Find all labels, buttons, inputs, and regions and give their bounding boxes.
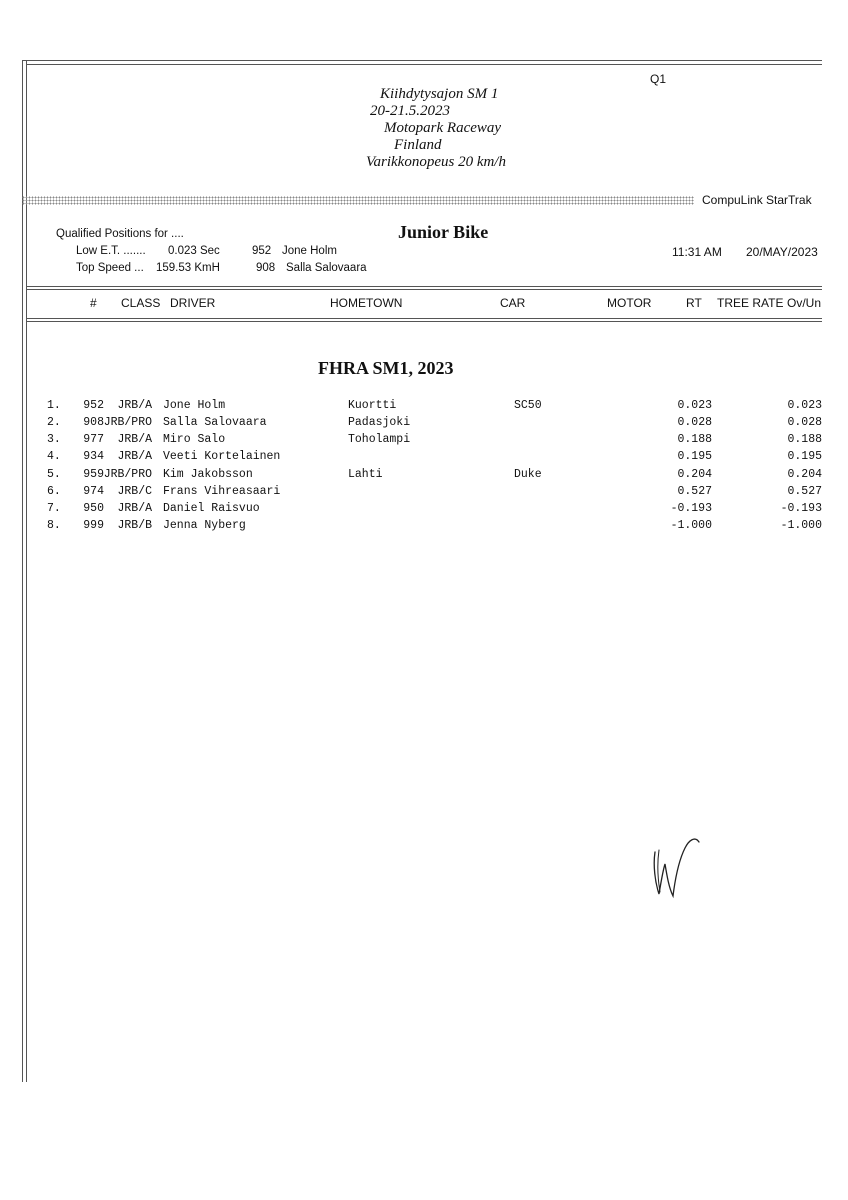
row-car: Duke [514, 468, 542, 481]
table-row [0, 519, 848, 536]
table-row [0, 433, 848, 450]
qualified-heading: Qualified Positions for .... [56, 228, 184, 240]
row-driver: Kim Jakobsson [163, 468, 253, 481]
section-title: FHRA SM1, 2023 [318, 358, 454, 378]
row-ov-un: 0.028 [787, 416, 822, 429]
row-driver: Jenna Nyberg [163, 519, 246, 532]
row-driver: Miro Salo [163, 433, 226, 446]
row-hometown: Toholampi [348, 433, 411, 446]
top-speed-driver: Salla Salovaara [286, 262, 367, 274]
row-ov-un: 0.023 [787, 399, 822, 412]
left-border [22, 60, 23, 1082]
header-top-rule-2 [26, 289, 822, 290]
row-rt: 0.195 [677, 450, 712, 463]
top-speed-number: 908 [256, 262, 276, 274]
row-ov-un: 0.527 [787, 485, 822, 498]
table-row [0, 450, 848, 467]
row-class: JRB/A [117, 433, 152, 446]
row-rt: 0.028 [677, 416, 712, 429]
row-position: 1. [47, 399, 61, 412]
row-position: 7. [47, 502, 61, 515]
low-et-value: 0.023 Sec [168, 245, 220, 257]
row-rt: 0.188 [677, 433, 712, 446]
table-row [0, 399, 848, 416]
low-et-number: 952 [252, 245, 272, 257]
row-ov-un: 0.188 [787, 433, 822, 446]
row-class: JRB/C [117, 485, 152, 498]
top-speed-label: Top Speed ... [76, 262, 144, 274]
row-position: 2. [47, 416, 61, 429]
row-class: JRB/A [117, 502, 152, 515]
row-ov-un: 0.204 [787, 468, 822, 481]
report-date: 20/MAY/2023 [746, 245, 818, 259]
row-class: JRB/A [117, 450, 152, 463]
row-driver: Veeti Kortelainen [163, 450, 281, 463]
row-position: 6. [47, 485, 61, 498]
col-rt: RT [686, 296, 702, 310]
row-rt: 0.204 [677, 468, 712, 481]
event-line-3: Motopark Raceway [384, 120, 502, 136]
event-line-2: 20-21.5.2023 [370, 103, 450, 119]
row-number: 974 [83, 485, 104, 498]
row-position: 4. [47, 450, 61, 463]
row-driver: Jone Holm [163, 399, 226, 412]
qualifying-round-label: Q1 [650, 72, 667, 86]
low-et-label: Low E.T. ....... [76, 245, 146, 257]
row-position: 8. [47, 519, 61, 532]
table-row [0, 485, 848, 502]
dotted-separator [22, 196, 694, 205]
class-title: Junior Bike [398, 222, 489, 242]
table-row [0, 502, 848, 519]
col-tree-rate: TREE RATE [717, 296, 784, 310]
row-rt: -0.193 [670, 502, 712, 515]
row-position: 3. [47, 433, 61, 446]
event-line-5: Varikkonopeus 20 km/h [366, 154, 506, 170]
col-ov-un: Ov/Un [787, 296, 822, 310]
col-driver: DRIVER [170, 296, 216, 310]
top-border-inner [26, 64, 822, 65]
row-ov-un: -1.000 [780, 519, 822, 532]
row-driver: Daniel Raisvuo [163, 502, 260, 515]
header-bottom-rule [26, 318, 822, 319]
row-class: JRB/PRO [103, 416, 152, 429]
row-hometown: Kuortti [348, 399, 397, 412]
col-car: CAR [500, 296, 526, 310]
row-ov-un: 0.195 [787, 450, 822, 463]
col-motor: MOTOR [607, 296, 652, 310]
row-number: 999 [83, 519, 104, 532]
row-number: 908 [83, 416, 104, 429]
row-hometown: Lahti [348, 468, 383, 481]
row-number: 959 [83, 468, 104, 481]
event-title-block [366, 86, 536, 171]
row-ov-un: -0.193 [780, 502, 822, 515]
event-line-4: Finland [394, 137, 442, 153]
row-position: 5. [47, 468, 61, 481]
row-number: 977 [83, 433, 104, 446]
row-class: JRB/PRO [103, 468, 152, 481]
handwritten-signature [645, 830, 715, 905]
event-line-1: Kiihdytysajon SM 1 [380, 86, 499, 102]
table-row [0, 468, 848, 485]
table-row [0, 416, 848, 433]
col-num: # [90, 296, 97, 310]
row-driver: Salla Salovaara [163, 416, 267, 429]
header-bottom-rule-2 [26, 321, 822, 322]
report-time: 11:31 AM [672, 245, 722, 259]
row-hometown: Padasjoki [348, 416, 411, 429]
low-et-driver: Jone Holm [282, 245, 337, 257]
col-hometown: HOMETOWN [330, 296, 403, 310]
row-class: JRB/A [117, 399, 152, 412]
row-rt: 0.527 [677, 485, 712, 498]
top-speed-value: 159.53 KmH [156, 262, 220, 274]
row-number: 952 [83, 399, 104, 412]
header-top-rule [26, 286, 822, 287]
row-car: SC50 [514, 399, 542, 412]
row-rt: -1.000 [670, 519, 712, 532]
top-border [22, 60, 822, 61]
row-number: 934 [83, 450, 104, 463]
software-label: CompuLink StarTrak [702, 193, 812, 207]
row-class: JRB/B [117, 519, 152, 532]
row-rt: 0.023 [677, 399, 712, 412]
row-number: 950 [83, 502, 104, 515]
row-driver: Frans Vihreasaari [163, 485, 281, 498]
col-class: CLASS [121, 296, 161, 310]
left-border-inner [26, 60, 27, 1082]
